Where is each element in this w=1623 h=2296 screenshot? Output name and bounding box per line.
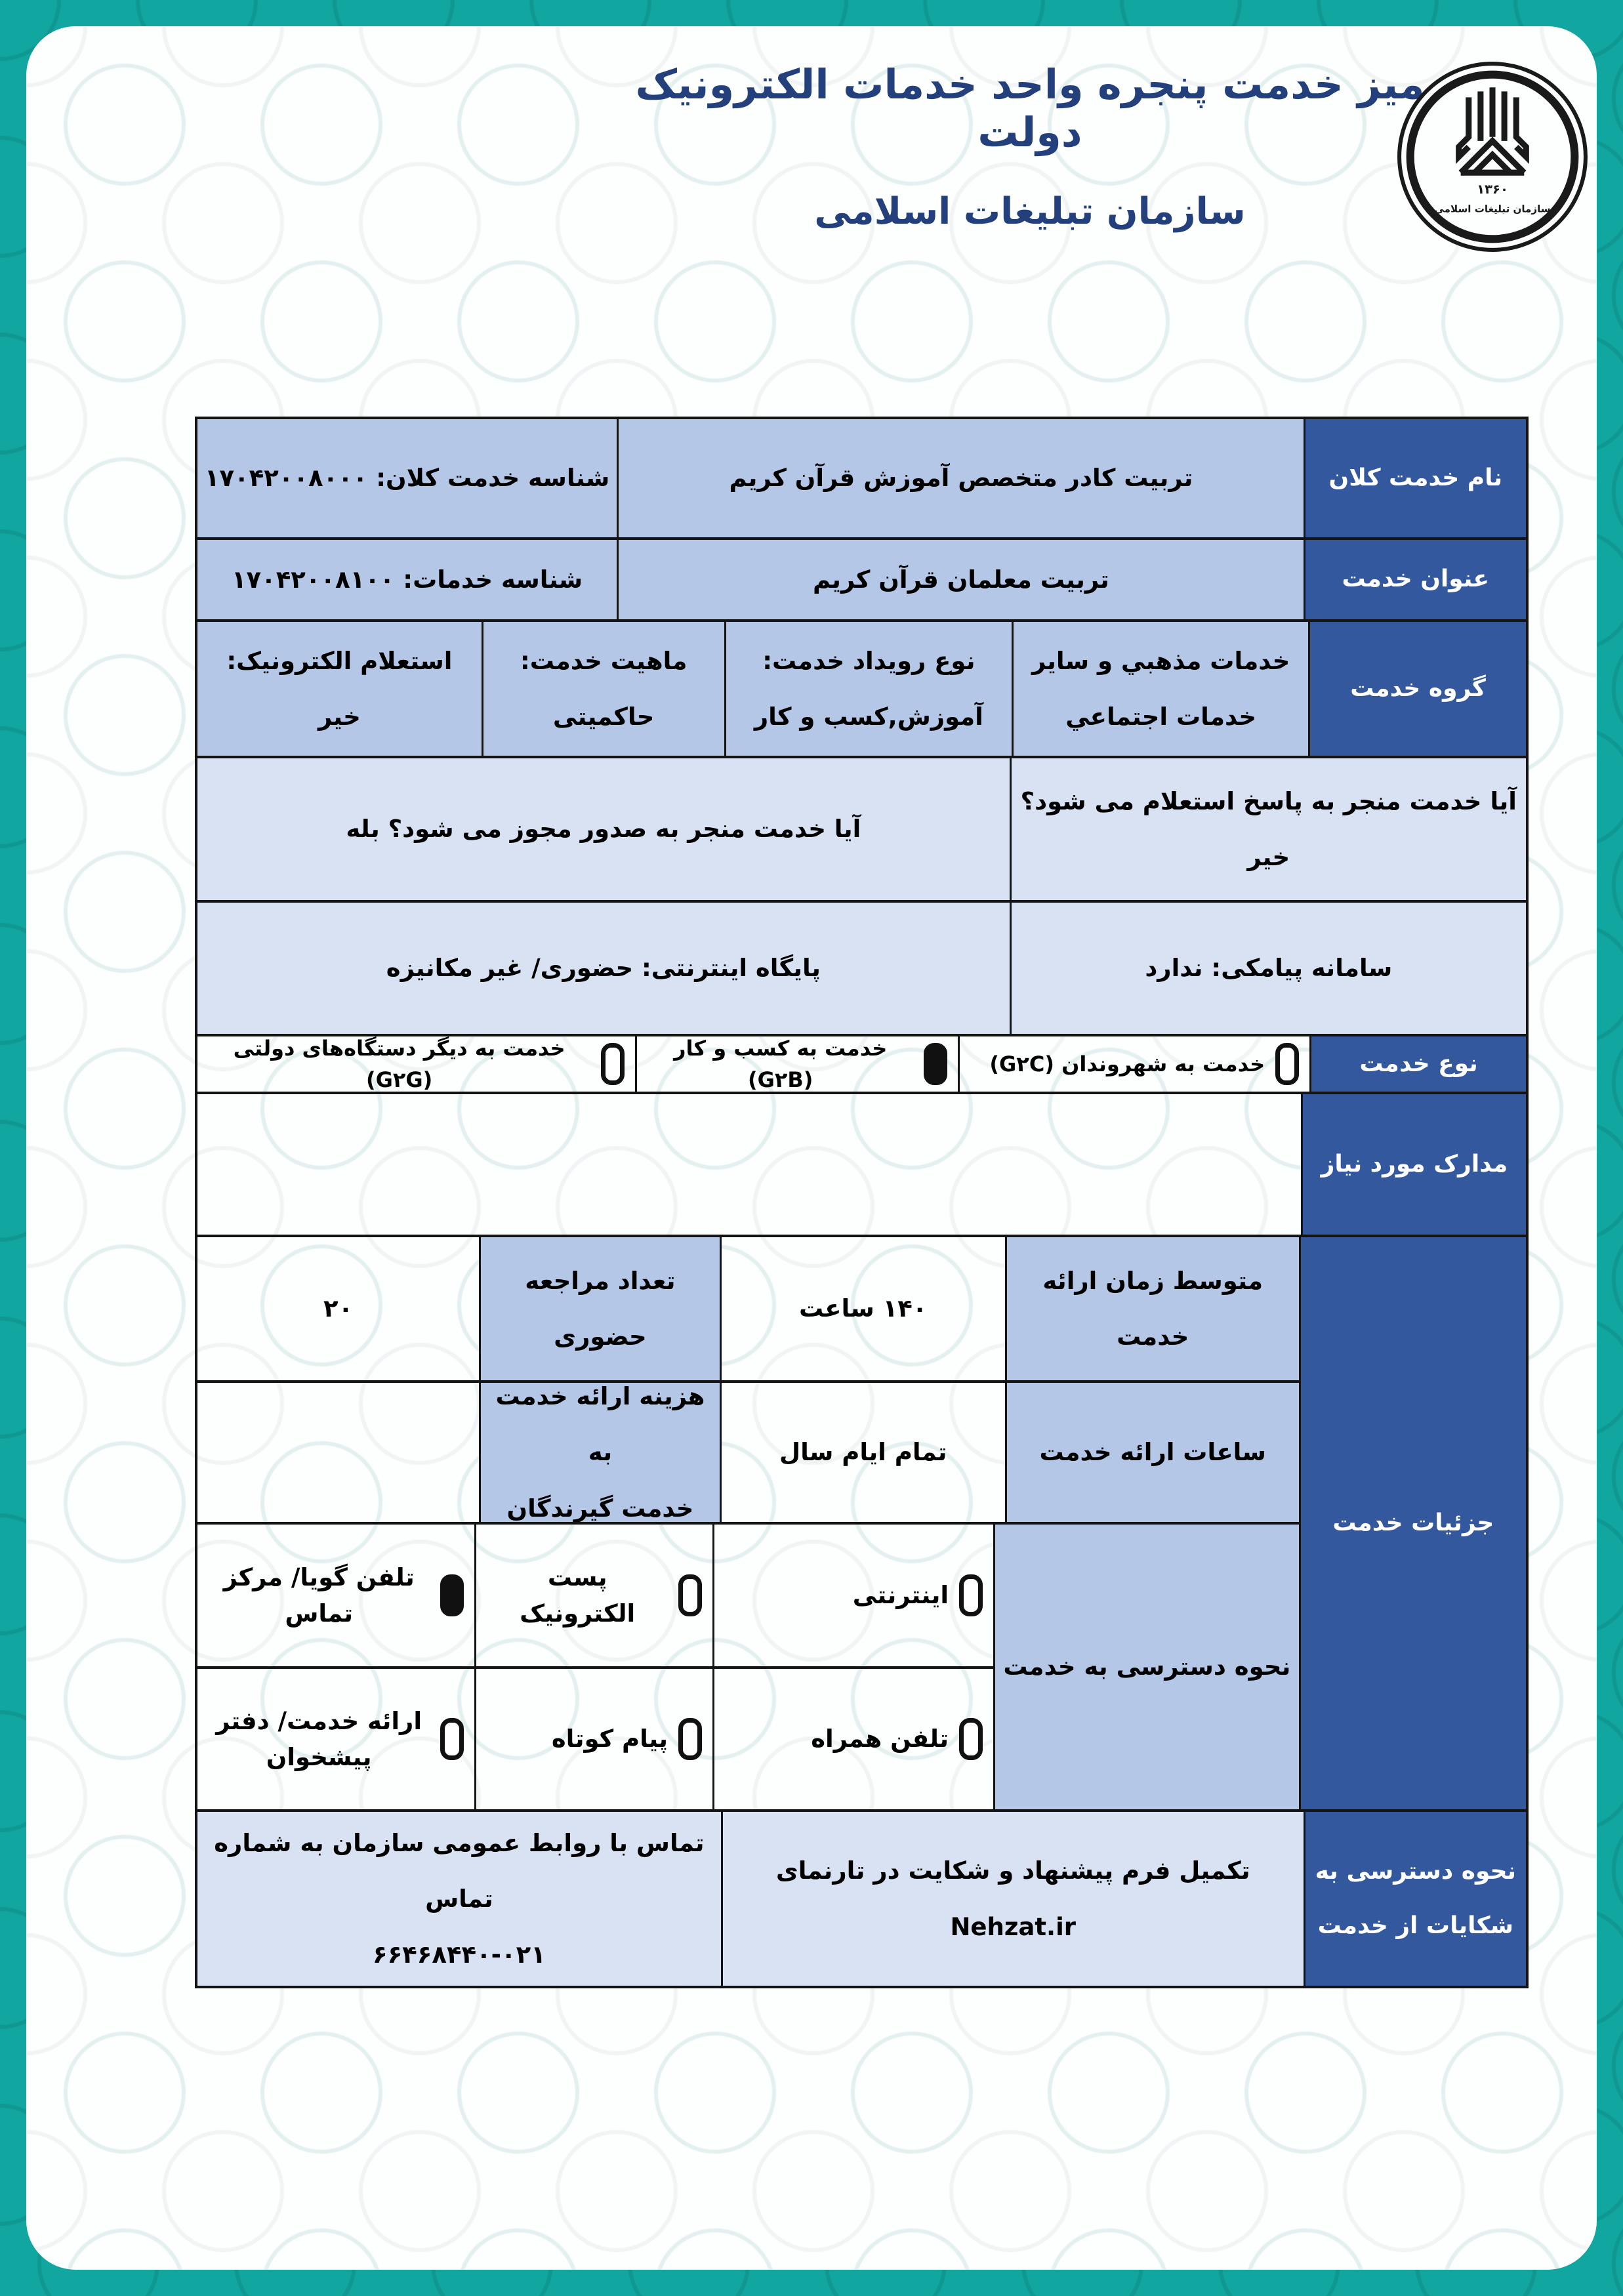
- internet-portal: پایگاه اینترنتی: حضوری/ غیر مکانیزه: [197, 903, 1010, 1034]
- email-checkbox[interactable]: [678, 1574, 702, 1616]
- g2c-checkbox[interactable]: [1275, 1043, 1299, 1085]
- service-type-g2b: [635, 1036, 958, 1092]
- g2g-checkbox[interactable]: [601, 1043, 625, 1085]
- row-complaints: [197, 1809, 1526, 1986]
- access-rows: [197, 1525, 993, 1809]
- service-type-g2g: [197, 1036, 635, 1092]
- hours-label: ساعات ارائه خدمت: [1005, 1383, 1299, 1522]
- access-mobile: [712, 1669, 993, 1809]
- service-group-header: گروه خدمت: [1308, 622, 1526, 756]
- service-details-group: [197, 1235, 1526, 1809]
- access-internet: [712, 1525, 993, 1666]
- row-service-type: [197, 1034, 1526, 1092]
- access-counter: [197, 1669, 474, 1809]
- sms-checkbox[interactable]: [678, 1718, 702, 1760]
- service-title-value: تربیت معلمان قرآن کریم: [617, 540, 1304, 619]
- sms-label: پیام کوتاه: [551, 1725, 668, 1753]
- service-event-type: نوع رویداد خدمت: آموزش,کسب و کار: [724, 622, 1012, 756]
- row-access-2: [197, 1666, 993, 1809]
- row-sms-portal: [197, 900, 1526, 1034]
- service-details-rows: [197, 1237, 1299, 1809]
- row-avg-time: [197, 1237, 1299, 1380]
- ivr-label: تلفن گویا/ مرکز تماس: [223, 1563, 415, 1628]
- row-service-group: [197, 619, 1526, 756]
- electronic-inquiry: استعلام الکترونیک: خیر: [197, 622, 482, 756]
- access-label: نحوه دسترسی به خدمت: [993, 1525, 1299, 1809]
- page-title: [617, 60, 1443, 233]
- row-inquiry-license: [197, 756, 1526, 900]
- service-type-g2c: [958, 1036, 1309, 1092]
- g2b-label: خدمت به کسب و کار (G۲B): [674, 1036, 888, 1092]
- cost-label: هزینه ارائه خدمت به خدمت گیرندگان: [479, 1383, 720, 1522]
- access-subgroup: [197, 1522, 1299, 1809]
- internet-checkbox[interactable]: [959, 1574, 983, 1616]
- row-access-1: [197, 1525, 993, 1666]
- documents-value: [197, 1094, 1301, 1235]
- ivr-checkbox[interactable]: [440, 1574, 464, 1616]
- service-type-header: نوع خدمت: [1309, 1036, 1526, 1092]
- macro-service-id: شناسه خدمت کلان: ۱۷۰۴۲۰۰۸۰۰۰: [197, 419, 617, 537]
- mobile-label: تلفن همراه: [811, 1725, 949, 1753]
- organization-logo-icon: [1393, 58, 1592, 256]
- access-ivr: [197, 1525, 474, 1666]
- service-info-table: [195, 417, 1529, 1988]
- svg-text:۱۳۶۰: ۱۳۶۰: [1477, 181, 1508, 197]
- title-line-2: سازمان تبلیغات اسلامی: [814, 190, 1246, 233]
- avg-time-label: متوسط زمان ارائه خدمت: [1005, 1237, 1299, 1380]
- row-hours-cost: [197, 1380, 1299, 1522]
- title-line-1: میز خدمت پنجره واحد خدمات الکترونیک دولت: [635, 60, 1425, 156]
- row-service-title: [197, 537, 1526, 619]
- macro-service-header: نام خدمت کلان: [1304, 419, 1526, 537]
- service-title-header: عنوان خدمت: [1304, 540, 1526, 619]
- access-email: [474, 1525, 712, 1666]
- inquiry-answer: آیا خدمت منجر به پاسخ استعلام می شود؟ خیر: [1010, 758, 1526, 900]
- internet-label: اینترنتی: [852, 1581, 949, 1610]
- avg-time-value: ۱۴۰ ساعت: [720, 1237, 1005, 1380]
- email-label: پست الکترونیک: [520, 1563, 636, 1628]
- svg-text:سازمان تبلیغات اسلامی: سازمان تبلیغات اسلامی: [1434, 203, 1551, 215]
- service-nature: ماهیت خدمت: حاکمیتی: [482, 622, 724, 756]
- sms-system: سامانه پیامکی: ندارد: [1010, 903, 1526, 1034]
- mobile-checkbox[interactable]: [959, 1718, 983, 1760]
- service-group-value: خدمات مذهبي و سایر خدمات اجتماعي: [1012, 622, 1308, 756]
- row-documents: [197, 1092, 1526, 1235]
- g2g-label: خدمت به دیگر دستگاه‌های دولتی (G۲G): [233, 1036, 565, 1092]
- macro-service-value: تربیت کادر متخصص آموزش قرآن کریم: [617, 419, 1304, 537]
- service-details-header: جزئیات خدمت: [1299, 1237, 1526, 1809]
- counter-checkbox[interactable]: [440, 1718, 464, 1760]
- row-macro-service: [197, 419, 1526, 537]
- access-sms: [474, 1669, 712, 1809]
- complaints-phone: تماس با روابط عمومی سازمان به شماره تماس ۶۶۴۶۸۴۴۰-۰۲۱: [197, 1812, 721, 1986]
- complaints-header: نحوه دسترسی به شکایات از خدمت: [1304, 1812, 1526, 1986]
- counter-label: ارائه خدمت/ دفتر پیشخوان: [216, 1706, 422, 1771]
- service-title-id: شناسه خدمات: ۱۷۰۴۲۰۰۸۱۰۰: [197, 540, 617, 619]
- hours-value: تمام ایام سال: [720, 1383, 1005, 1522]
- g2c-label: خدمت به شهروندان (G۲C): [989, 1052, 1265, 1076]
- g2b-checkbox[interactable]: [924, 1043, 947, 1085]
- license-answer: آیا خدمت منجر به صدور مجوز می شود؟ بله: [197, 758, 1010, 900]
- complaints-web: تکمیل فرم پیشنهاد و شکایت در تارنمای Nehzat.ir: [721, 1812, 1304, 1986]
- visits-label: تعداد مراجعه حضوری: [479, 1237, 720, 1380]
- visits-value: ۲۰: [323, 1294, 354, 1323]
- documents-header: مدارک مورد نیاز: [1301, 1094, 1526, 1235]
- cost-value: [197, 1383, 479, 1522]
